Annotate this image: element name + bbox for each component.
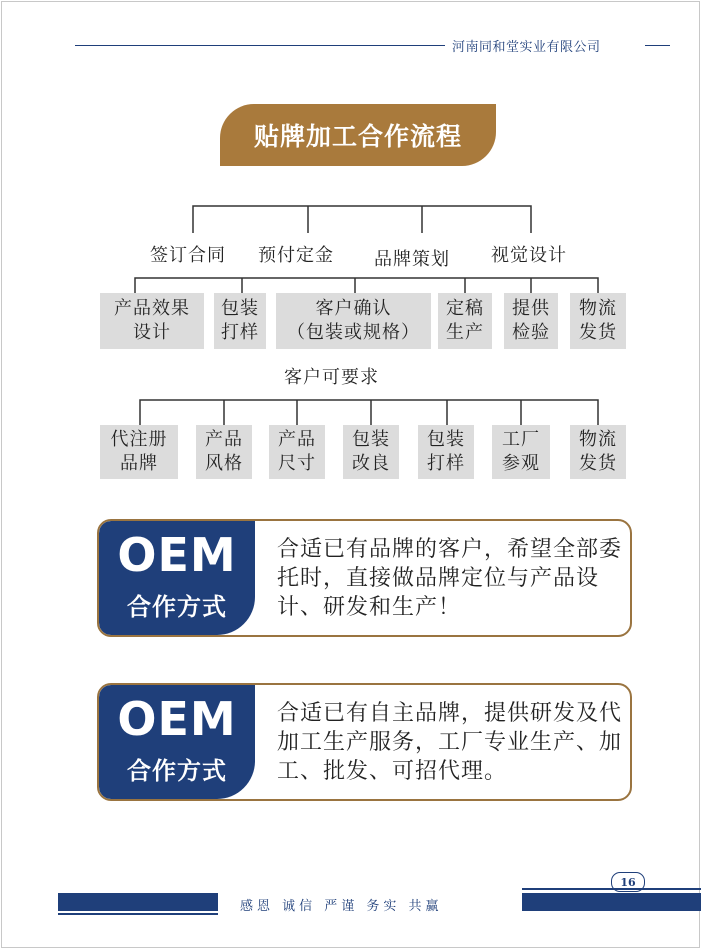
page-title: 贴牌加工合作流程 — [220, 104, 496, 166]
box-line: 产品效果 — [114, 298, 190, 319]
box-line: 提供 — [512, 298, 550, 319]
step-brand-planning: 品牌策划 — [374, 249, 450, 270]
box-line: 设计 — [133, 322, 171, 343]
oem-card-2 — [97, 683, 632, 801]
oem-title: OEM — [117, 692, 237, 746]
option-box — [269, 425, 325, 479]
process-box — [100, 293, 204, 349]
box-line: 参观 — [502, 453, 540, 474]
box-line: 定稿 — [446, 298, 484, 319]
box-line: 检验 — [512, 322, 550, 343]
page-number: 16 — [611, 872, 645, 892]
oem-badge — [99, 685, 255, 799]
option-box — [196, 425, 252, 479]
step-sign-contract: 签订合同 — [150, 245, 226, 266]
footer-rule-bottom-left — [58, 913, 218, 915]
footer-motto: 感恩 诚信 严谨 务实 共赢 — [240, 899, 443, 914]
box-line: 生产 — [446, 322, 484, 343]
box-line: 尺寸 — [278, 453, 316, 474]
box-line: 客户确认 — [315, 298, 392, 319]
box-line: 产品 — [278, 429, 316, 450]
box-line: 产品 — [205, 429, 243, 450]
footer-bar-right — [522, 893, 701, 911]
process-box — [438, 293, 492, 349]
oem-title: OEM — [117, 528, 237, 582]
box-line: 包装 — [221, 298, 259, 319]
oem-description: 合适已有品牌的客户，希望全部委托时，直接做品牌定位与产品设计、研发和生产！ — [277, 537, 623, 620]
option-box — [570, 425, 626, 479]
option-box — [418, 425, 474, 479]
box-line: 包装 — [427, 429, 465, 450]
customer-requests-label: 客户可要求 — [284, 367, 379, 388]
step-visual-design: 视觉设计 — [491, 245, 567, 266]
option-box — [100, 425, 178, 479]
oem-card-1 — [97, 519, 632, 637]
box-line: 代注册 — [110, 429, 168, 450]
box-line: 发货 — [579, 322, 617, 343]
box-line: 物流 — [579, 429, 617, 450]
oem-subtitle: 合作方式 — [127, 593, 227, 621]
oem-badge — [99, 521, 255, 635]
footer-rule-top-right — [522, 888, 701, 890]
box-line: 打样 — [221, 322, 259, 343]
process-box — [570, 293, 626, 349]
box-line: 包装 — [352, 429, 390, 450]
process-box — [214, 293, 266, 349]
box-line: （包装或规格） — [287, 322, 420, 343]
box-line: 工厂 — [502, 429, 540, 450]
step-prepay-deposit: 预付定金 — [258, 245, 334, 266]
oem-description: 合适已有自主品牌，提供研发及代加工生产服务，工厂专业生产、加工、批发、可招代理。 — [277, 701, 623, 784]
option-box — [343, 425, 399, 479]
oem-subtitle: 合作方式 — [127, 757, 227, 785]
box-line: 物流 — [579, 298, 617, 319]
option-box — [492, 425, 550, 479]
box-line: 打样 — [427, 453, 465, 474]
box-line: 风格 — [205, 453, 243, 474]
footer-bar-left — [58, 893, 218, 911]
box-line: 品牌 — [120, 453, 158, 474]
box-line: 改良 — [352, 453, 390, 474]
box-line: 发货 — [579, 453, 617, 474]
process-box — [504, 293, 558, 349]
company-name: 河南同和堂实业有限公司 — [452, 40, 601, 55]
process-box — [276, 293, 431, 349]
